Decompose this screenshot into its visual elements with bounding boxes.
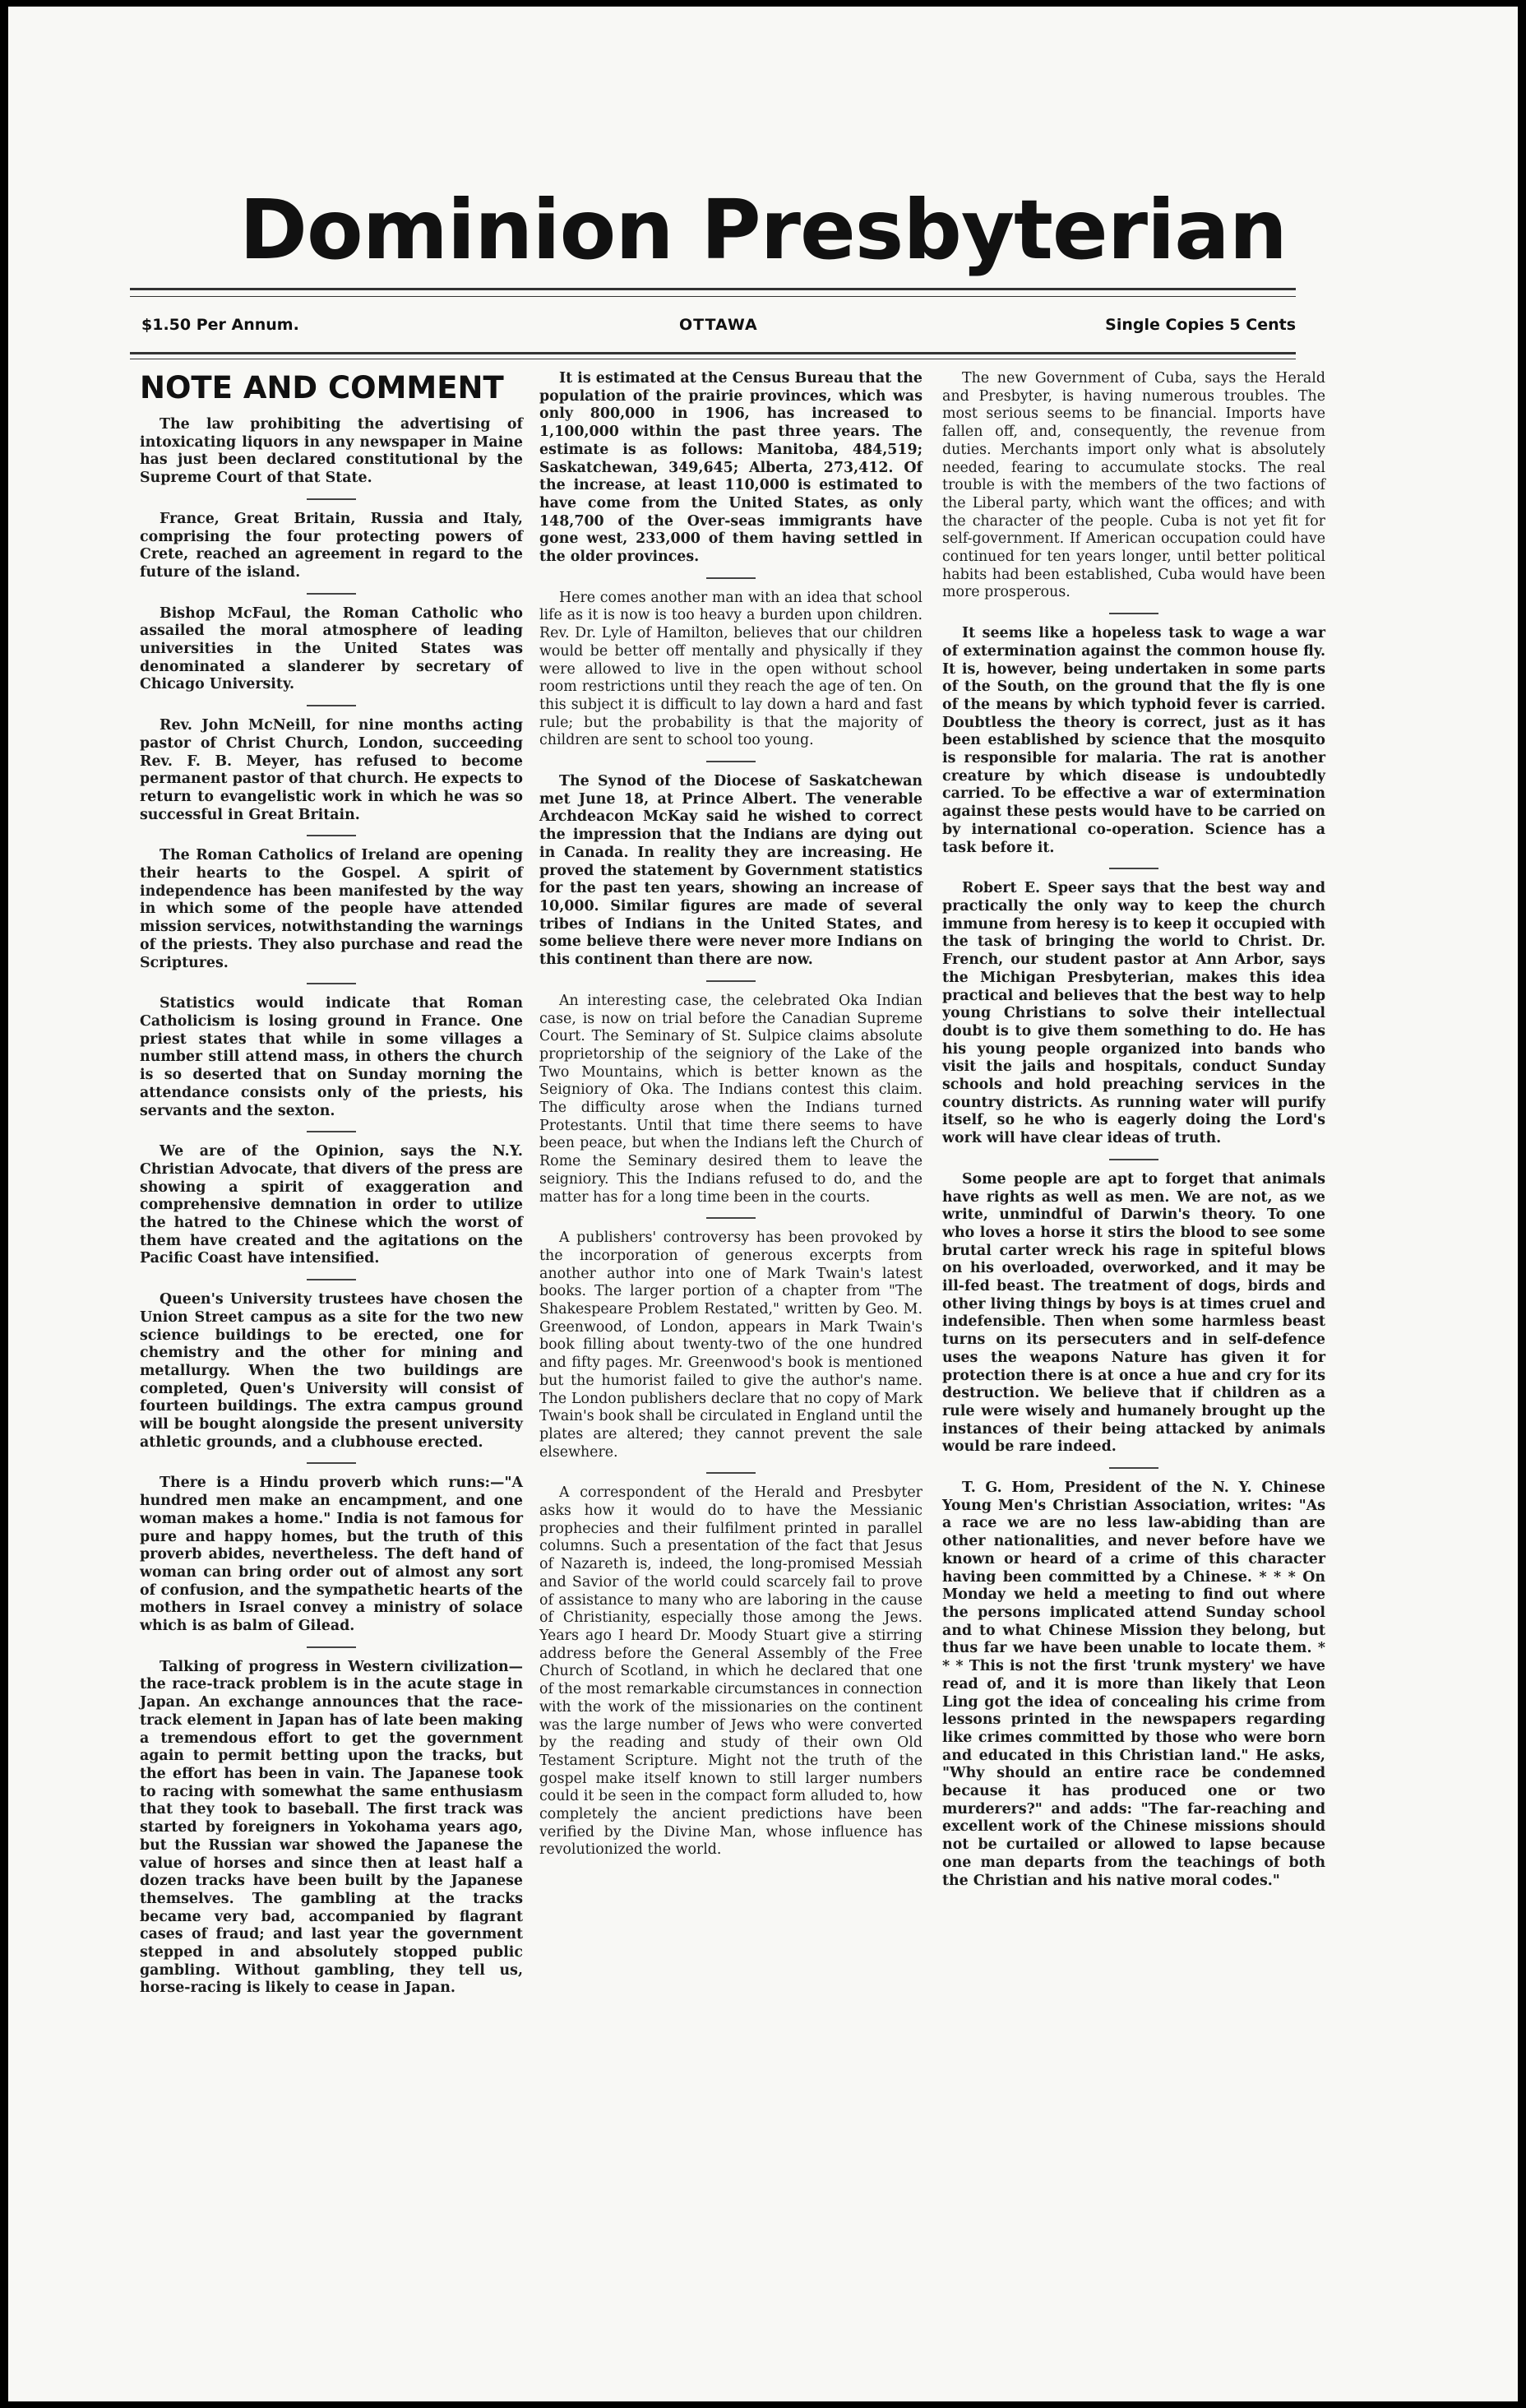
article-divider [1109,1159,1158,1160]
column-2 [539,370,923,1859]
article-paragraph: T. G. Hom, President of the N. Y. Chinese Young Men's Christian Association, writes: "As a race we are no less law-abiding than are other nationalities, and never before have we known or heard of a crime of this character having been committed by a Chinese. * * * On Monday we held a meeting to find out where the persons implicated attend Sunday school and to what Chinese Mission they belong, but thus far we have been unable to locate them. * * * This is not the first 'trunk mystery' we have read of, and it is more than likely that Leon Ling got the idea of concealing his crime from lessons printed in the newspapers regarding like crimes committed by those who were born and educated in this Christian land." He asks, "Why should an entire race be condemned because it has produced one or two murderers?" and adds: "The far-reaching and excellent work of the Chinese missions should not be curtailed or allowed to lapse because one man departs from the teachings of both the Christian and his native moral codes." [942,1480,1325,1889]
masthead-rule [130,288,1296,290]
article-divider [1109,868,1158,869]
article-paragraph: Bishop McFaul, the Roman Catholic who assailed the moral atmosphere of leading universities in the United States was denominated a slanderer by secretary of Chicago University. [140,604,523,693]
article-paragraph: A correspondent of the Herald and Presbyter asks how it would do to have the Messianic prophecies and their fulfilment printed in parallel columns. Such a presentation of the fact that Jesus of Nazareth is, indeed, the long-promised Messiah and Savior of the world could scarcely fail to prove of assistance to many who are laboring in the cause of Christianity, especially those among the Jews. Years ago I heard Dr. Moody Stuart give a stirring address before the General Assembly of the Free Church of Scotland, in which he declared that one of the most remarkable circumstances in connection with the work of the missionaries on the continent was the large number of Jews who were converted by the reading and study of their own Old Testament Scripture. Might not the truth of the gospel make itself known to still larger numbers could it be seen in the compact form alluded to, how completely the ancient predictions have been verified by the Divine Man, whose influence has revolutionized the world. [539,1484,923,1859]
article-paragraph: Robert E. Speer says that the best way and practically the only way to keep the church immune from heresy is to keep it occupied with the task of bringing the world to Christ. Dr. French, our student pastor at Ann Arbor, says the Michigan Presbyterian, makes this idea practical and believes that the best way to help young Christians to solve their intellectual doubt is to give them something to do. He has his young people organized into bands who visit the jails and hospitals, conduct Sunday schools and hold preaching services in the country districts. As running water will purify itself, so he who is eagerly doing the Lord's work will have clear ideas of truth. [942,880,1325,1147]
newspaper-page [8,7,1518,2401]
article-paragraph: France, Great Britain, Russia and Italy, comprising the four protecting powers of Crete, reached an agreement in regard to the future of the island. [140,510,523,581]
publication-city: OTTAWA [679,316,758,334]
article-paragraph: A publishers' controversy has been provoked by the incorporation of generous excerpts from another author into one of Mark Twain's latest books. The larger portion of a chapter from "The Shakespeare Problem Restated," written by Geo. M. Greenwood, of London, appears in Mark Twain's book filling about twenty-two of the one hundred and fifty pages. Mr. Greenwood's book is mentioned but the humorist failed to give the author's name. The London publishers declare that no copy of Mark Twain's book shall be circulated in England until the plates are altered; they cannot prevent the sale elsewhere. [539,1229,923,1461]
article-paragraph: Talking of progress in Western civilization—the race-track problem is in the acute stage in Japan. An exchange announces that the race-track element in Japan has of late been making a tremendous effort to get the government again to permit betting upon the tracks, but the effort has been in vain. The Japanese took to racing with somewhat the same enthusiasm that they took to baseball. The first track was started by foreigners in Yokohama years ago, but the Russian war showed the Japanese the value of horses and since then at least half a dozen tracks have been built by the Japanese themselves. The gambling at the tracks became very bad, accompanied by flagrant cases of fraud; and last year the government stepped in and absolutely stopped public gambling. Without gambling, they tell us, horse-racing is likely to cease in Japan. [140,1658,523,1997]
article-paragraph: Rev. John McNeill, for nine months acting pastor of Christ Church, London, succeeding Rev. F. B. Meyer, has refused to become permanent pastor of that church. He expects to return to evangelistic work in which he was so successful in Great Britain. [140,717,523,823]
article-divider [307,1131,356,1132]
article-paragraph: Statistics would indicate that Roman Catholicism is losing ground in France. One priest states that while in some villages a number still attend mass, in others the church is so deserted that on Sunday morning the attendance consists only of the priests, his servants and the sexton. [140,995,523,1119]
info-bar [130,316,1296,340]
masthead-title: Dominion Presbyterian [239,182,1287,278]
article-paragraph: An interesting case, the celebrated Oka Indian case, is now on trial before the Canadian Supreme Court. The Seminary of St. Sulpice claims absolute proprietorship of the seigniory of the Lake of the Two Mountains, which is better known as the Seigniory of Oka. The Indians contest this claim. The difficulty arose when the Indians turned Protestants. Until that time there seems to have been peace, but when the Indians left the Church of Rome the Seminary desired them to leave the seigniory. This the Indians refused to do, and the matter has for a long time been in the courts. [539,992,923,1206]
masthead-rule [130,296,1296,297]
column-3 [942,370,1325,1890]
article-divider [307,1279,356,1280]
article-divider [706,1217,756,1219]
subscription-price: $1.50 Per Annum. [141,316,299,334]
article-divider [307,835,356,836]
article-divider [307,593,356,595]
article-paragraph: We are of the Opinion, says the N.Y. Christian Advocate, that divers of the press are showing a spirit of exaggeration and comprehensive demnation in order to utilize the hatred to the Chinese which the worst of them have created and the agitations on the Pacific Coast have intensified. [140,1143,523,1267]
article-divider [307,498,356,500]
article-paragraph: The law prohibiting the advertising of intoxicating liquors in any newspaper in Maine has just been declared constitutional by the Supreme Court of that State. [140,416,523,487]
column-1 [140,370,523,1998]
article-divider [706,1472,756,1474]
article-divider [307,1646,356,1648]
single-copy-price: Single Copies 5 Cents [1105,316,1296,334]
info-rule [130,352,1296,354]
section-heading: NOTE AND COMMENT [140,370,504,405]
article-paragraph: It is estimated at the Census Bureau that the population of the prairie provinces, which was only 800,000 in 1906, has increased to 1,100,000 within the past three years. The estimate is as follows: Manitoba, 484,519; Saskatchewan, 349,645; Alberta, 273,412. Of the increase, at least 110,000 is estimated to have come from the United States, as only 148,700 of the Over-seas immigrants have gone west, 233,000 of them having settled in the older provinces. [539,370,923,566]
article-divider [1109,613,1158,614]
article-divider [307,1462,356,1464]
article-divider [307,705,356,706]
article-paragraph: The Roman Catholics of Ireland are opening their hearts to the Gospel. A spirit of independence has been manifested by the way in which some of the people have attended mission services, notwithstanding the warnings of the priests. They also purchase and read the Scriptures. [140,847,523,971]
article-paragraph: Here comes another man with an idea that school life as it is now is too heavy a burden upon children. Rev. Dr. Lyle of Hamilton, believes that our children would be better off mentally and physically if they were allowed to live in the open without school room restrictions until they reach the age of ten. On this subject it is difficult to lay down a hard and fast rule; but the probability is that the majority of children are sent to school too young. [539,589,923,749]
article-divider [706,761,756,762]
article-divider [706,980,756,982]
article-paragraph: It seems like a hopeless task to wage a war of extermination against the common house fly. It is, however, being undertaken in some parts of the South, on the ground that the fly is one of the means by which typhoid fever is carried. Doubtless the theory is correct, just as it has been established by science that the mosquito is responsible for malaria. The rat is another creature by which disease is undoubtedly carried. To be effective a war of extermination against these pests would have to be carried on by international co-operation. Science has a task before it. [942,625,1325,856]
article-paragraph: Some people are apt to forget that animals have rights as well as men. We are not, as we write, unmindful of Darwin's theory. To one who loves a horse it stirs the blood to see some brutal carter wreck his rage in spiteful blows on his overloaded, overworked, and it may be ill-fed beast. The treatment of dogs, birds and other living things by boys is at times cruel and indefensible. Then when some harmless beast turns on its persecuters and in self-defence uses the weapons Nature has given it for protection there is at once a hue and cry for its destruction. We believe that if children as a rule were wisely and humanely brought up the instances of their being attacked by animals would be rare indeed. [942,1170,1325,1456]
article-paragraph: The new Government of Cuba, says the Herald and Presbyter, is having numerous troubles. The most serious seems to be financial. Imports have fallen off, and, consequently, the revenue from duties. Merchants import only what is absolutely needed, fearing to accumulate stocks. The real trouble is with the members of the two factions of the Liberal party, which want the offices; and with the character of the people. Cuba is not yet fit for self-government. If American occupation could have continued for ten years longer, until better political habits had been established, Cuba would have been more prosperous. [942,370,1325,601]
article-divider [1109,1467,1158,1469]
article-paragraph: There is a Hindu proverb which runs:—"A hundred men make an encampment, and one woman makes a home." India is not famous for pure and happy homes, but the truth of this proverb abides, nevertheless. The deft hand of woman can bring order out of almost any sort of confusion, and the sympathetic hearts of the mothers in Israel convey a ministry of solace which is as balm of Gilead. [140,1475,523,1635]
article-paragraph: Queen's University trustees have chosen the Union Street campus as a site for the two new science buildings to be erected, one for chemistry and the other for mining and metallurgy. When the two buildings are completed, Quen's University will consist of fourteen buildings. The extra campus ground will be bought alongside the present university athletic grounds, and a clubhouse erected. [140,1291,523,1451]
article-paragraph: The Synod of the Diocese of Saskatchewan met June 18, at Prince Albert. The venerable Archdeacon McKay said he wished to correct the impression that the Indians are dying out in Canada. In reality they are increasing. He proved the statement by Government statistics for the past ten years, showing an increase of 10,000. Similar figures are made of several tribes of Indians in the United States, and some believe there were never more Indians on this continent than there are now. [539,773,923,969]
article-divider [706,577,756,579]
article-divider [307,983,356,984]
